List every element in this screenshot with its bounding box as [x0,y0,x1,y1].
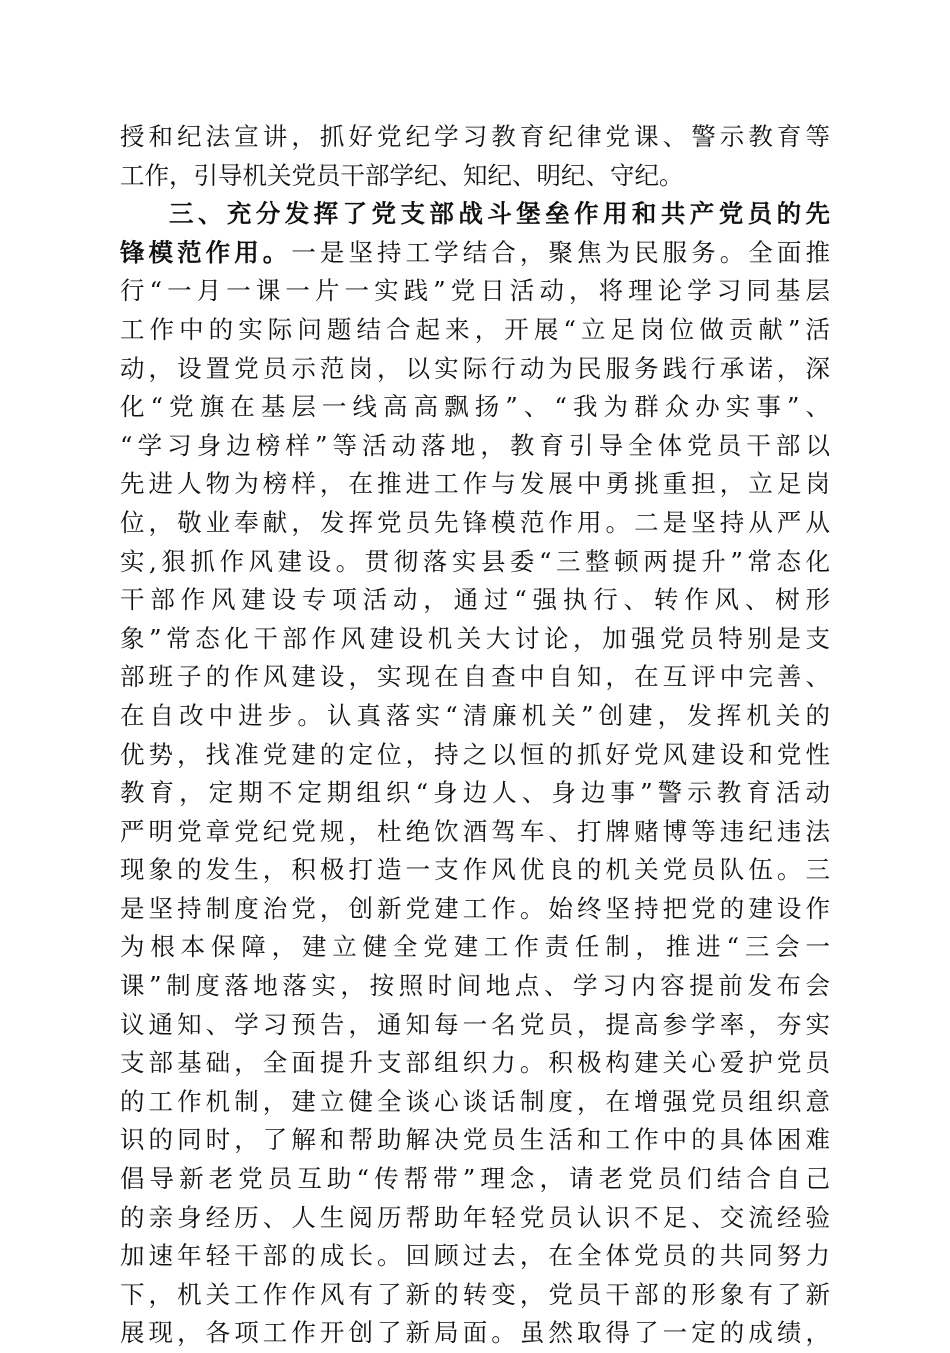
text-line: 位，敬业奉献，发挥党员先锋模范作用。二是坚持从严从 [120,507,830,537]
text-line: 工作中的实际问题结合起来，开展“立足岗位做贡献”活 [120,314,830,344]
text-line: 实,狠抓作风建设。贯彻落实县委“三整顿两提升”常态化 [120,546,830,576]
text-line: 课”制度落地落实，按照时间地点、学习内容提前发布会 [120,971,830,1001]
text-line: 是坚持制度治党，创新党建工作。始终坚持把党的建设作 [120,893,830,923]
text-line: 现象的发生，积极打造一支作风优良的机关党员队伍。三 [120,855,830,885]
section-heading-line: 三、充分发挥了党支部战斗堡垒作用和共产党员的先 [169,199,830,229]
text-line: 倡导新老党员互助“传帮带”理念，请老党员们结合自己 [120,1164,830,1194]
text-line: 在自改中进步。认真落实“清廉机关”创建，发挥机关的 [120,700,830,730]
text-line-mixed [120,234,830,273]
text-line: 先进人物为榜样，在推进工作与发展中勇挑重担，立足岗 [120,469,830,499]
document-body [120,118,830,1353]
text-line: 下，机关工作作风有了新的转变，党员干部的形象有了新 [120,1279,830,1309]
text-line-rest: 一是坚持工学结合，聚焦为民服务。全面推 [291,237,830,267]
text-line: 部班子的作风建设，实现在自查中自知，在互评中完善、 [120,662,830,692]
text-line: 教育，定期不定期组织“身边人、身边事”警示教育活动 [120,778,830,808]
text-line: “学习身边榜样”等活动落地，教育引导全体党员干部以 [120,430,830,460]
section-heading-tail: 锋模范作用。 [120,237,292,267]
text-line: 干部作风建设专项活动，通过“强执行、转作风、树形 [120,585,830,615]
text-line: 展现，各项工作开创了新局面。虽然取得了一定的成绩， [120,1318,830,1348]
text-line: 动，设置党员示范岗，以实际行动为民服务践行承诺，深 [120,353,830,383]
text-line: 化“党旗在基层一线高高飘扬”、“我为群众办实事”、 [120,392,830,422]
text-line: 严明党章党纪党规，杜绝饮酒驾车、打牌赌博等违纪违法 [120,816,830,846]
text-line: 支部基础，全面提升支部组织力。积极构建关心爱护党员 [120,1048,830,1078]
text-line: 工作，引导机关党员干部学纪、知纪、明纪、守纪。 [120,160,684,190]
text-line: 的亲身经历、人生阅历帮助年轻党员认识不足、交流经验 [120,1202,830,1232]
text-line: 行“一月一课一片一实践”党日活动，将理论学习同基层 [120,276,830,306]
text-line: 象”常态化干部作风建设机关大讨论，加强党员特别是支 [120,623,830,653]
text-line: 议通知、学习预告，通知每一名党员，提高参学率，夯实 [120,1009,830,1039]
text-line: 为根本保障，建立健全党建工作责任制，推进“三会一 [120,932,830,962]
text-line: 加速年轻干部的成长。回顾过去，在全体党员的共同努力 [120,1241,830,1271]
text-line: 授和纪法宣讲，抓好党纪学习教育纪律党课、警示教育等 [120,122,830,151]
text-line: 优势，找准党建的定位，持之以恒的抓好党风建设和党性 [120,739,830,769]
text-line: 的工作机制，建立健全谈心谈话制度，在增强党员组织意 [120,1086,830,1116]
text-line: 识的同时，了解和帮助解决党员生活和工作中的具体困难 [120,1125,830,1155]
